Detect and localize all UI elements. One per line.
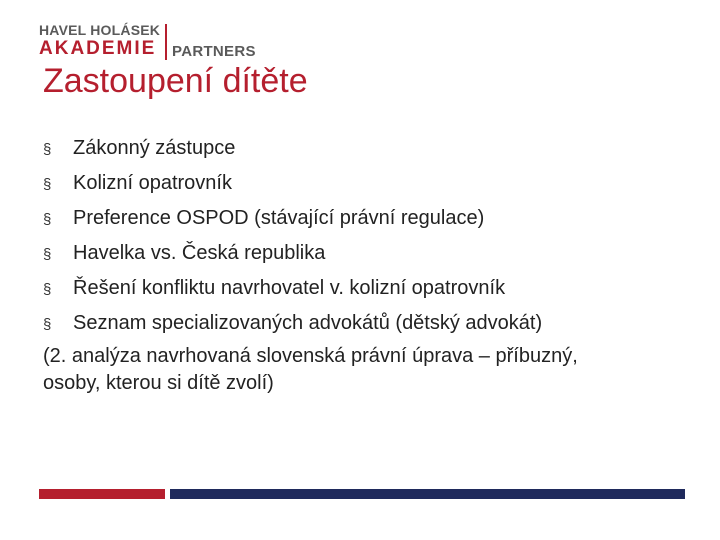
footer-bar-red [39, 489, 165, 499]
bullet-text: Kolizní opatrovník [73, 172, 232, 194]
logo-text-partners: PARTNERS [172, 43, 256, 60]
slide-note: (2. analýza navrhovaná slovenská právní úprava – příbuzný, osoby, kterou si dítě zvolí) [43, 345, 578, 394]
bullet-marker: § [43, 141, 52, 158]
logo-divider [165, 24, 167, 60]
bullet-marker: § [43, 211, 52, 228]
bullet-item [43, 201, 703, 236]
slide-content [43, 131, 703, 397]
logo-text-line2: AKADEMIE [39, 38, 157, 59]
bullet-item [43, 131, 703, 166]
bullet-item [43, 166, 703, 201]
slide-title: Zastoupení dítěte [43, 62, 308, 100]
bullet-marker: § [43, 316, 52, 333]
bullet-text: Havelka vs. Česká republika [73, 242, 326, 264]
bullet-marker: § [43, 281, 52, 298]
bullet-item [43, 306, 703, 341]
bullet-item [43, 271, 703, 306]
bullet-marker: § [43, 176, 52, 193]
bullet-text: Řešení konfliktu navrhovatel v. kolizní opatrovník [73, 277, 506, 299]
bullet-text: Seznam specializovaných advokátů (dětský advokát) [73, 312, 543, 334]
logo-text-line1: HAVEL HOLÁSEK [39, 22, 161, 38]
bullet-text: Zákonný zástupce [73, 137, 236, 159]
footer-bar-navy [170, 489, 685, 499]
bullet-text: Preference OSPOD (stávající právní regulace) [73, 207, 485, 229]
company-logo [39, 22, 279, 62]
bullet-item [43, 236, 703, 271]
bullet-marker: § [43, 246, 52, 263]
